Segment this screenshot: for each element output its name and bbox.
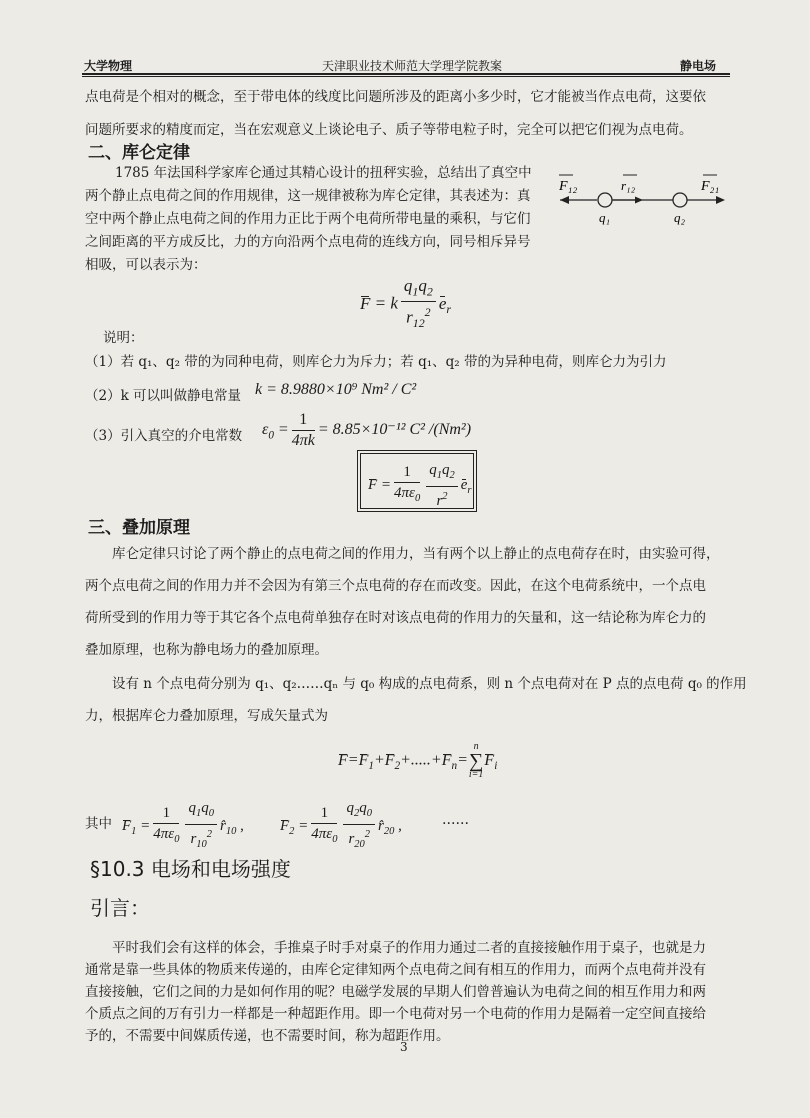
superposition-para-line: 叠加原理，也称为静电场力的叠加原理。 (85, 642, 328, 658)
f2-formula: $F_2$ = $\frac{1}{4\pi\varepsilon_0}$ $\frac{q_2q_0}{r_{20}^2}$ $r̂_{20}$ , (280, 800, 402, 850)
note-3-equation: $\varepsilon_0$ = $\frac{1}{4\pi k}$ = 8.85×10⁻¹² C² /(Nm²) (262, 411, 472, 449)
label-q1: q₁ (599, 210, 611, 225)
label-q2: q₂ (674, 210, 686, 225)
where-label: 其中 (85, 816, 112, 832)
formula-ellipsis: …… (442, 812, 469, 828)
electric-field-para-line: 通常是靠一些具体的物质来传递的，由库仑定律知两个点电荷之间有相互的作用力，而两个点电荷并没有 (85, 962, 706, 978)
superposition-para2-line: 力，根据库仑力叠加原理，写成矢量式为 (85, 708, 328, 724)
section-heading-electric-field: §10.3 电场和电场强度 (90, 857, 291, 881)
note-2-prefix: （2）k 可以叫做静电常量 (85, 388, 242, 404)
label-f12: F₁₂ (559, 179, 578, 194)
f1-formula: $F_1$ = $\frac{1}{4\pi\varepsilon_0}$ $\frac{q_1q_0}{r_{10}^2}$ $r̂_{10}$ , (122, 800, 244, 850)
superposition-formula: $F=F_1+F_2+.....+F_n=$ n ∑ i=1 $F_i$ (338, 741, 498, 780)
electric-field-para-line: 直接接触，它们之间的力是如何作用的呢？电磁学发展的早期人们曾普遍认为电荷之间的相互作用力和两 (85, 984, 706, 1000)
superposition-para2-line: 设有 n 个点电荷分别为 q₁、q₂……qₙ 与 q₀ 构成的点电荷系，则 n 个点电荷对在 P 点的点电荷 q₀ 的作用 (112, 676, 747, 692)
intro-label: 引言： (90, 896, 150, 920)
note-3-prefix: （3）引入真空的介电常数 (85, 428, 243, 444)
note-2-equation: k = 8.9880×10⁹ Nm² / C² (255, 381, 417, 398)
intro-line-2: 问题所要求的精度而定，当在宏观意义上谈论电子、质子等带电粒子时，完全可以把它们视为点电荷。 (85, 122, 693, 138)
section-heading-superposition: 三、叠加原理 (88, 518, 190, 538)
header-chapter: 静电场 (680, 59, 717, 73)
coulomb-force-diagram (555, 168, 730, 228)
charge-q1 (598, 193, 612, 207)
intro-line-1: 点电荷是个相对的概念，至于带电体的线度比问题所涉及的距离小多少时，它才能被当作点电荷，这要依 (85, 89, 706, 105)
electric-field-para-line: 予的，不需要中间媒质传递，也不需要时间，称为超距作用。 (85, 1028, 450, 1044)
coulomb-para-line: 两个静止点电荷之间的作用规律，这一规律被称为库仑定律，其表述为：真 (85, 188, 531, 204)
header-course: 大学物理 (84, 59, 133, 73)
note-1: （1）若 q₁、q₂ 带的为同种电荷，则库仑力为斥力；若 q₁、q₂ 带的为异种电荷，则库仑力为引力 (85, 354, 667, 370)
electric-field-para-line: 平时我们会有这样的体会，手推桌子时手对桌子的作用力通过二者的直接接触作用于桌子，也就是力 (112, 940, 706, 956)
superposition-para-line: 两个点电荷之间的作用力并不会因为有第三个点电荷的存在而改变。因此，在这个电荷系统中，一个点电 (85, 578, 706, 594)
coulomb-para-line: 相吸，可以表示为： (85, 257, 207, 273)
label-r12: r₁₂ (621, 178, 636, 193)
section-heading-coulomb: 二、库仑定律 (88, 143, 190, 163)
header-institution: 天津职业技术师范大学理学院教案 (322, 59, 503, 73)
notes-label: 说明： (103, 330, 144, 346)
superposition-para-line: 库仑定律只讨论了两个静止的点电荷之间的作用力，当有两个以上静止的点电荷存在时，由实验可得， (112, 546, 720, 562)
coulomb-formula: F = k $\frac{q_1q_2}{r_{12}^2}$ $e_r$ (360, 276, 452, 331)
superposition-para-line: 荷所受到的作用力等于其它各个点电荷单独存在时对该点电荷的作用力的矢量和，这一结论称为库仑力的 (85, 610, 706, 626)
coulomb-para-line: 1785 年法国科学家库仑通过其精心设计的扭秤实验，总结出了真空中 (115, 165, 532, 181)
page-number: 3 (400, 1040, 408, 1054)
coulomb-para-line: 空中两个静止点电荷之间的作用力正比于两个电荷所带电量的乘积，与它们 (85, 211, 531, 227)
coulomb-para-line: 之间距离的平方成反比，力的方向沿两个点电荷的连线方向，同号相斥异号 (85, 234, 531, 250)
boxed-formula-content: F = $\frac{1}{4\pi\varepsilon_0}$ $\frac{q_1q_2}{r^2}$ $e_r$ (368, 462, 472, 509)
header-rule-thin (82, 76, 730, 77)
label-f21: F₂₁ (701, 179, 720, 194)
header-rule (82, 73, 730, 75)
charge-q2 (673, 193, 687, 207)
note-3-value: = 8.85×10⁻¹² C² /(Nm²) (317, 421, 472, 439)
electric-field-para-line: 个质点之间的万有引力一样都是一种超距作用。即一个电荷对另一个电荷的作用力是隔着一定空间直接给 (85, 1006, 706, 1022)
